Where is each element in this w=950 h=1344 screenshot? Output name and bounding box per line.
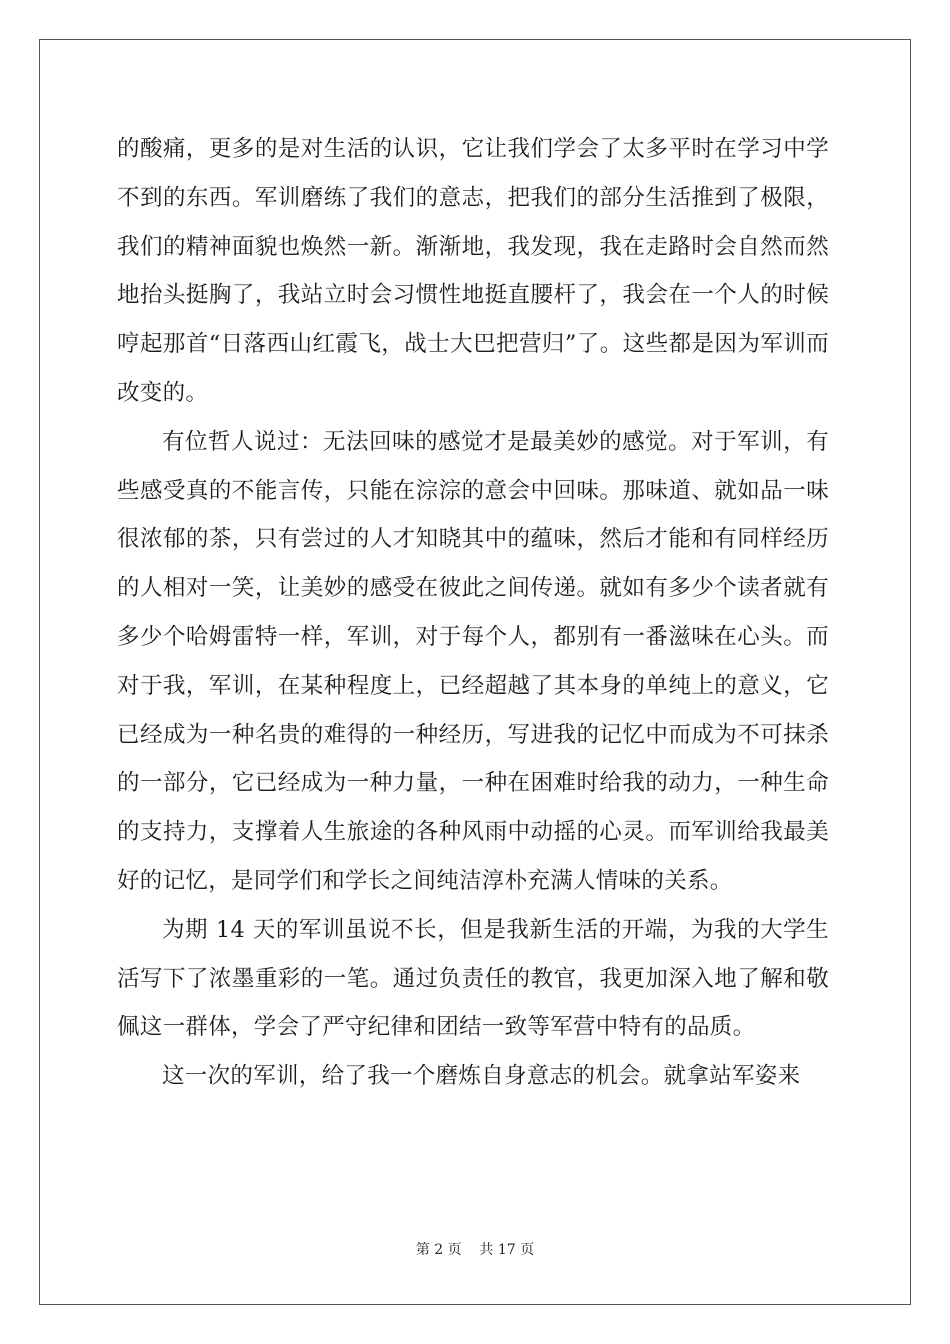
- document-body: [117, 125, 829, 1101]
- paragraph-training-duration: 为期 14 天的军训虽说不长，但是我新生活的开端，为我的大学生活写下了浓墨重彩的一笔。通过负责任的教官，我更加深入地了解和敬佩这一群体，学会了严守纪律和团结一致等军营中特有的品质。: [117, 916, 829, 1041]
- paragraph-continuation: 的酸痛，更多的是对生活的认识，它让我们学会了太多平时在学习中学不到的东西。军训磨练了我们的意志，把我们的部分生活推到了极限，我们的精神面貌也焕然一新。渐渐地，我发现，我在走路时会自然而然地抬头挺胸了，我站立时会习惯性地挺直腰杆了，我会在一个人的时候哼起那首“日落西山红霞飞，战士大巴把营归”了。这些都是因为军训而改变的。: [117, 136, 829, 406]
- paragraph-willpower: 这一次的军训，给了我一个磨炼自身意志的机会。就拿站军姿来: [162, 1063, 801, 1090]
- page-number-footer: 第 2 页 共 17 页: [415, 1242, 535, 1258]
- paragraph-philosopher: 有位哲人说过：无法回味的感觉才是最美妙的感觉。对于军训，有些感受真的不能言传，只能在淙淙的意会中回味。那味道、就如品一味很浓郁的茶，只有尝过的人才知晓其中的蕴味，然后才能和有同样经历的人相对一笑，让美妙的感受在彼此之间传递。就如有多少个读者就有多少个哈姆雷特一样，军训，对于每个人，都别有一番滋味在心头。而对于我，军训，在某种程度上，已经超越了其本身的单纯上的意义，它已经成为一种名贵的难得的一种经历，写进我的记忆中而成为不可抹杀的一部分，它已经成为一种力量，一种在困难时给我的动力，一种生命的支持力，支撑着人生旅途的各种风雨中动摇的心灵。而军训给我最美好的记忆，是同学们和学长之间纯洁淳朴充满人情味的关系。: [117, 428, 829, 894]
